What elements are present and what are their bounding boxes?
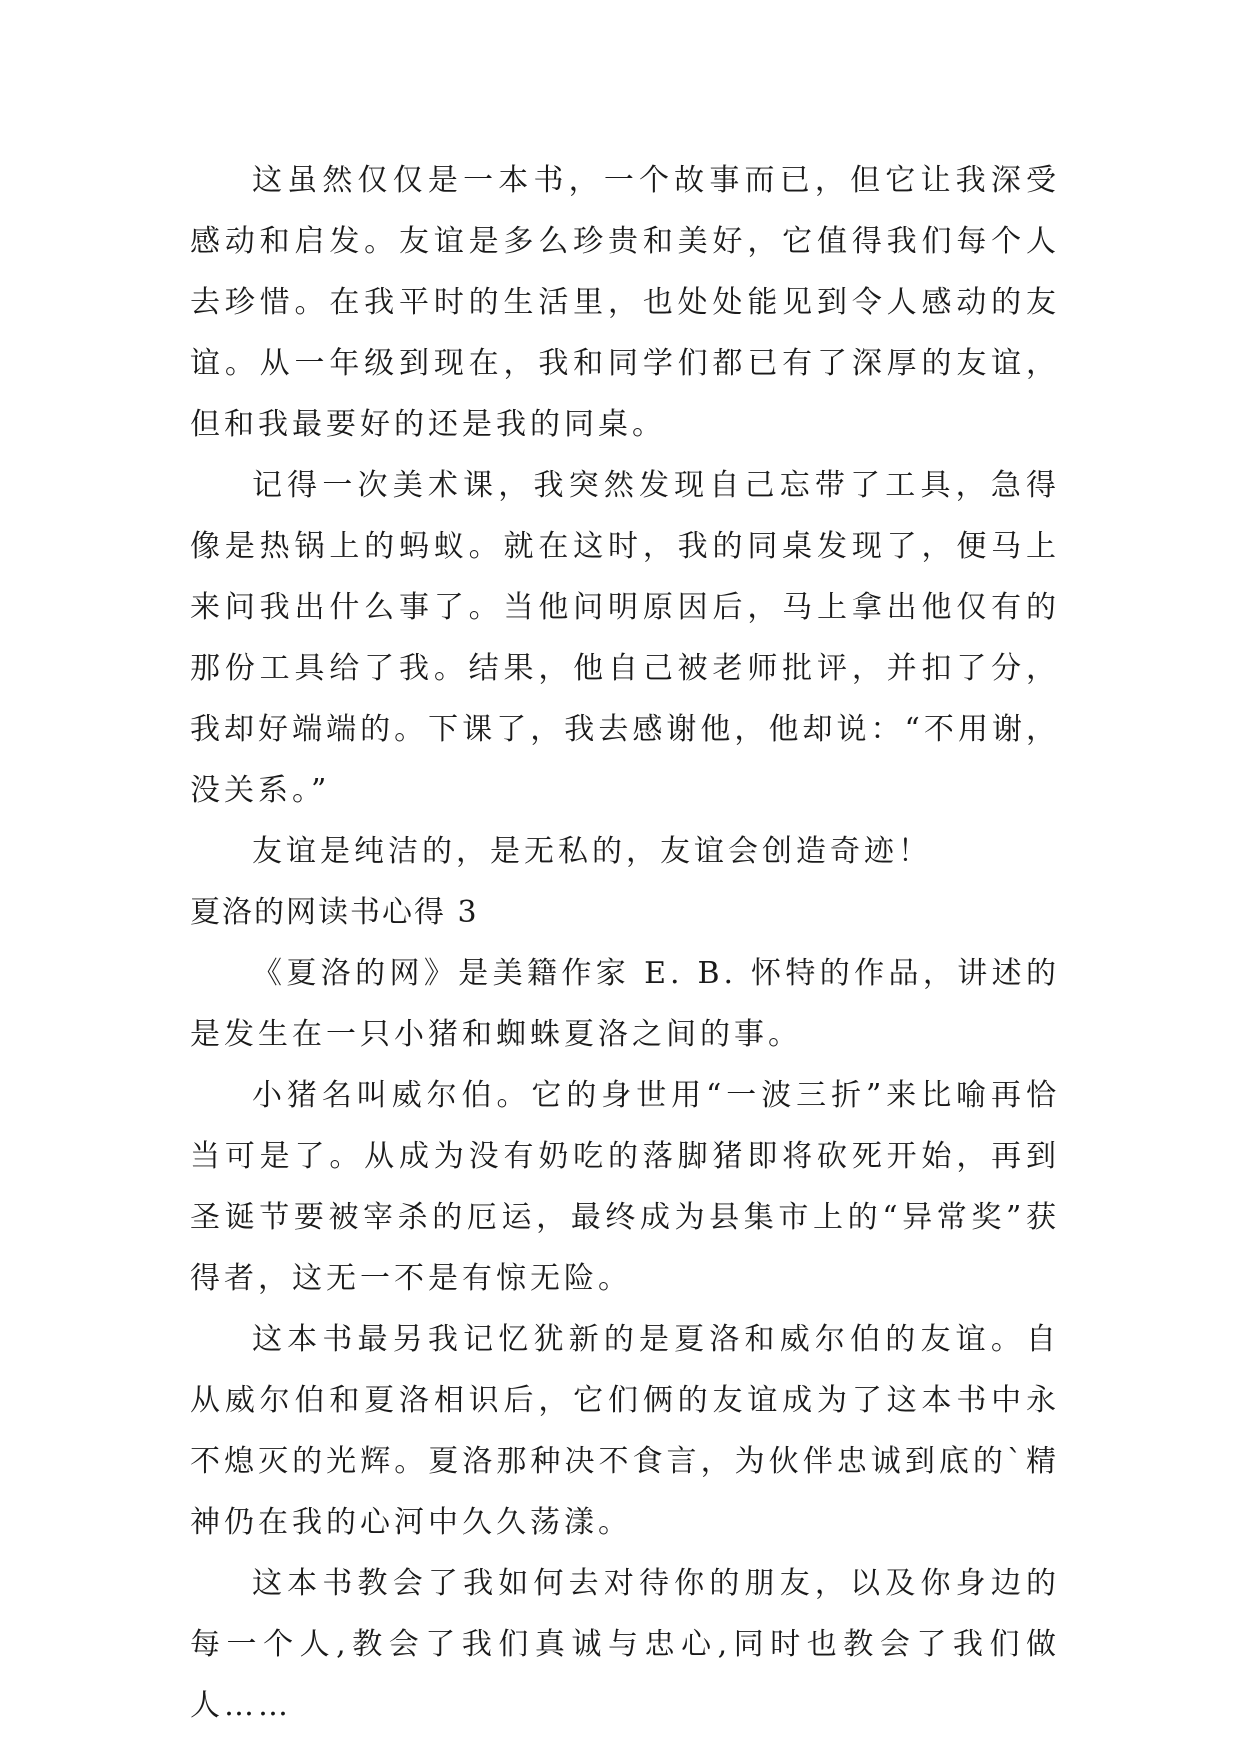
paragraph: 这本书最另我记忆犹新的是夏洛和威尔伯的友谊。自从威尔伯和夏洛相识后，它们俩的友谊成为了这本书中永不熄灭的光辉。夏洛那种决不食言，为伙伴忠诚到底的`精神仍在我的心河中久久荡漾。 [190, 1322, 1060, 1540]
paragraph: 《夏洛的网》是美籍作家 E. B. 怀特的作品，讲述的是发生在一只小猪和蜘蛛夏洛之间的事。 [190, 956, 1060, 1052]
paragraph: 记得一次美术课，我突然发现自己忘带了工具，急得像是热锅上的蚂蚁。就在这时，我的同桌发现了，便马上来问我出什么事了。当他问明原因后，马上拿出他仅有的那份工具给了我。结果，他自己被老师批评，并扣了分，我却好端端的。下课了，我去感谢他，他却说：“不用谢，没关系。” [190, 468, 1060, 808]
paragraph: 这本书教会了我如何去对待你的朋友，以及你身边的每一个人,教会了我们真诚与忠心,同时也教会了我们做人…… [190, 1566, 1060, 1723]
document-page [190, 150, 1060, 1736]
paragraph: 小猪名叫威尔伯。它的身世用“一波三折”来比喻再恰当可是了。从成为没有奶吃的落脚猪即将砍死开始，再到圣诞节要被宰杀的厄运，最终成为县集市上的“异常奖”获得者，这无一不是有惊无险。 [190, 1078, 1060, 1296]
section-title: 夏洛的网读书心得 3 [190, 895, 479, 930]
paragraph: 这虽然仅仅是一本书，一个故事而已，但它让我深受感动和启发。友谊是多么珍贵和美好，它值得我们每个人去珍惜。在我平时的生活里，也处处能见到令人感动的友谊。从一年级到现在，我和同学们都已有了深厚的友谊，但和我最要好的还是我的同桌。 [190, 163, 1060, 442]
paragraph: 友谊是纯洁的，是无私的，友谊会创造奇迹！ [252, 834, 932, 869]
